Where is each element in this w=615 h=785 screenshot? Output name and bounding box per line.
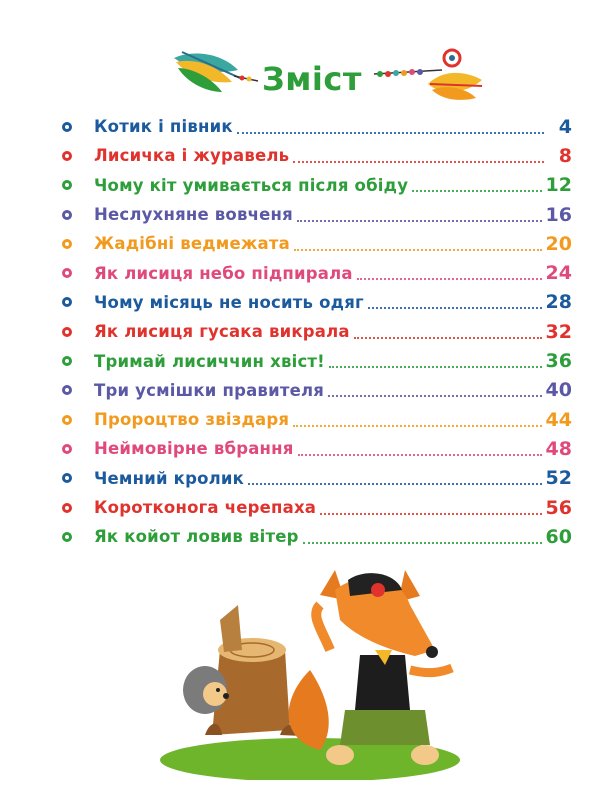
dot-leader [297,220,542,222]
dot-leader [237,132,544,134]
dot-leader [298,454,542,456]
toc-entry-title: Пророцтво звіздаря [94,410,290,430]
toc-entry-page: 48 [545,437,572,460]
toc-entry-page: 4 [558,115,572,138]
bullet-icon [62,180,72,190]
bullet-icon [62,327,72,337]
toc-entry-title: Як койот ловив вітер [94,527,299,547]
bullet-icon [62,444,72,454]
toc-entry-title: Чому місяць не носить одяг [94,292,364,312]
toc-entry-page: 52 [545,467,572,490]
toc-entry-title: Як лисиця небо підпирала [94,263,353,283]
bullet-icon [62,210,72,220]
toc-entry-title: Чемний кролик [94,468,245,488]
dot-leader [293,425,541,427]
dot-leader [320,513,541,515]
dot-leader [303,542,542,544]
toc-entry-page: 44 [545,408,572,431]
toc-header [0,40,615,110]
dot-leader [354,337,542,339]
bullet-icon [62,239,72,249]
feather-right-icon [372,40,502,110]
dot-leader [357,278,542,280]
toc-entry-title: Як лисиця гусака викрала [94,322,350,342]
toc-entry-title: Жадібні ведмежата [94,234,290,254]
toc-entry-title: Лисичка і журавель [94,146,290,166]
toc-entry [62,112,572,141]
fox-illustration [160,560,460,780]
toc-entry [62,171,572,200]
page-title: Зміст [262,60,362,98]
toc-entry-page: 24 [545,262,572,285]
bullet-icon [62,473,72,483]
toc-entry [62,258,572,287]
table-of-contents [62,112,572,551]
toc-entry [62,229,572,258]
toc-entry-page: 28 [545,291,572,314]
toc-entry-page: 16 [545,203,572,226]
toc-entry [62,522,572,551]
toc-entry [62,200,572,229]
toc-entry [62,434,572,463]
toc-entry-title: Неймовірне вбрання [94,439,294,459]
toc-entry-page: 40 [545,379,572,402]
fox-icon [289,570,452,765]
toc-entry-page: 36 [545,350,572,373]
toc-entry [62,346,572,375]
dot-leader [294,249,542,251]
dot-leader [329,366,542,368]
toc-entry-title: Тримай лисиччин хвіст! [94,351,325,371]
toc-entry-title: Неслухняне вовченя [94,205,293,225]
bullet-icon [62,151,72,161]
toc-entry-title: Три усмішки правителя [94,380,325,400]
bullet-icon [62,122,72,132]
bullet-icon [62,268,72,278]
dot-leader [248,483,541,485]
toc-entry [62,288,572,317]
toc-entry-page: 8 [558,144,572,167]
dot-leader [328,395,541,397]
dot-leader [368,307,542,309]
toc-entry-title: Коротконога черепаха [94,498,317,517]
toc-entry [62,493,572,522]
tree-stump-icon [205,605,302,736]
toc-entry [62,376,572,405]
toc-entry-page: 32 [545,320,572,343]
bullet-icon [62,415,72,425]
toc-entry-page: 20 [545,232,572,255]
toc-entry-title: Котик і півник [94,117,233,137]
toc-entry [62,464,572,493]
toc-entry-title: Чому кіт умивається після обіду [94,175,409,195]
bullet-icon [62,385,72,395]
toc-entry [62,141,572,170]
dot-leader [293,161,544,163]
dot-leader [412,190,541,192]
toc-entry-page: 12 [545,174,572,197]
toc-entry-page: 56 [545,496,572,519]
toc-entry-page: 60 [545,525,572,548]
bullet-icon [62,356,72,366]
bullet-icon [62,503,72,513]
toc-entry [62,405,572,434]
bullet-icon [62,532,72,542]
bullet-icon [62,297,72,307]
toc-entry [62,317,572,346]
